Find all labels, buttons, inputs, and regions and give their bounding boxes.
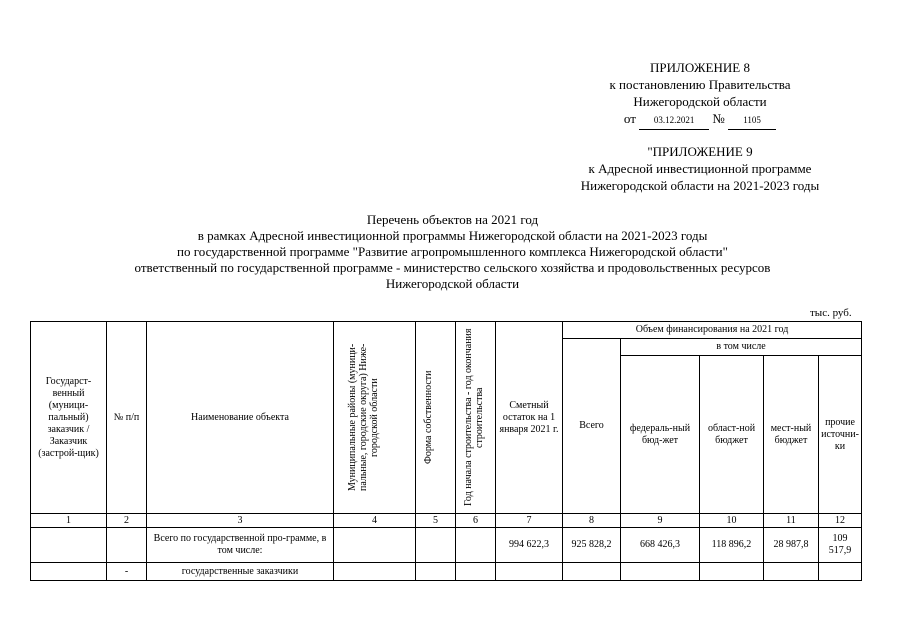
col-number: 10 (700, 514, 764, 528)
cell-customer (31, 528, 107, 563)
cell-object-name: Всего по государственной про-грамме, в том числе: (147, 528, 334, 563)
header-districts: Муниципальные районы (муници-пальные, городские округа) Ниже-городской области (334, 322, 416, 514)
header-funding: Объем финансирования на 2021 год (563, 322, 862, 339)
title-line4: ответственный по государственной программе - министерство сельского хозяйства и продовольственных ресурсов (134, 260, 771, 275)
header-local: мест-ный бюджет (764, 356, 819, 514)
objects-table (30, 321, 862, 581)
header-ownership: Форма собственности (416, 322, 456, 514)
header-years: Год начала строительства - год окончания строительства (456, 322, 496, 514)
cell-customer (31, 563, 107, 581)
header-balance: Сметный остаток на 1 января 2021 г. (496, 322, 563, 514)
appendix-9-title: "ПРИЛОЖЕНИЕ 9 (647, 144, 753, 159)
cell-object-name: государственные заказчики (147, 563, 334, 581)
title-line3: по государственной программе "Развитие агропромышленного комплекса Нижегородской области" (177, 244, 728, 259)
decree-date: 03.12.2021 (639, 112, 709, 130)
cell-federal: 668 426,3 (621, 528, 700, 563)
appendix-8-date-line (520, 110, 880, 130)
header-total: Всего (563, 339, 621, 514)
cell-years (456, 563, 496, 581)
cell-local (764, 563, 819, 581)
header-customer: Государст-венный (муници-пальный) заказчик / Заказчик (застрой-щик) (31, 322, 107, 514)
document-title (0, 212, 905, 292)
header-including: в том числе (621, 339, 862, 356)
number-label: № (712, 111, 725, 126)
appendix-8-line2: Нижегородской области (633, 94, 767, 109)
cell-regional: 118 896,2 (700, 528, 764, 563)
cell-district (334, 563, 416, 581)
column-number-row (31, 514, 862, 528)
col-number: 8 (563, 514, 621, 528)
header-regional: област-ной бюджет (700, 356, 764, 514)
cell-number: - (107, 563, 147, 581)
col-number: 1 (31, 514, 107, 528)
header-object-name: Наименование объекта (147, 322, 334, 514)
cell-other (819, 563, 862, 581)
col-number: 3 (147, 514, 334, 528)
appendix-9-line2: Нижегородской области на 2021-2023 годы (580, 178, 820, 193)
cell-regional (700, 563, 764, 581)
col-number: 12 (819, 514, 862, 528)
col-number: 4 (334, 514, 416, 528)
header-federal: федераль-ный бюд-жет (621, 356, 700, 514)
col-number: 11 (764, 514, 819, 528)
table-row-state-customers (31, 563, 862, 581)
appendix-8-line1: к постановлению Правительства (609, 77, 791, 92)
col-number: 6 (456, 514, 496, 528)
title-line5: Нижегородской области (385, 276, 520, 291)
cell-other: 109 517,9 (819, 528, 862, 563)
cell-total (563, 563, 621, 581)
header-number: № п/п (107, 322, 147, 514)
appendix-9-block (510, 143, 890, 194)
cell-district (334, 528, 416, 563)
title-line1: Перечень объектов на 2021 год (366, 212, 539, 227)
header-other: прочие источни-ки (819, 356, 862, 514)
cell-federal (621, 563, 700, 581)
unit-label: тыс. руб. (810, 307, 852, 319)
cell-local: 28 987,8 (764, 528, 819, 563)
col-number: 7 (496, 514, 563, 528)
appendix-8-block (520, 59, 880, 130)
cell-balance (496, 563, 563, 581)
cell-ownership (416, 563, 456, 581)
cell-ownership (416, 528, 456, 563)
col-number: 5 (416, 514, 456, 528)
appendix-9-line1: к Адресной инвестиционной программе (588, 161, 812, 176)
title-line2: в рамках Адресной инвестиционной программы Нижегородской области на 2021-2023 годы (197, 228, 708, 243)
cell-total: 925 828,2 (563, 528, 621, 563)
cell-number (107, 528, 147, 563)
cell-balance: 994 622,3 (496, 528, 563, 563)
decree-number: 1105 (728, 112, 776, 130)
appendix-8-title: ПРИЛОЖЕНИЕ 8 (650, 60, 750, 75)
col-number: 2 (107, 514, 147, 528)
cell-years (456, 528, 496, 563)
table-row-total (31, 528, 862, 563)
col-number: 9 (621, 514, 700, 528)
from-label: от (623, 111, 636, 126)
